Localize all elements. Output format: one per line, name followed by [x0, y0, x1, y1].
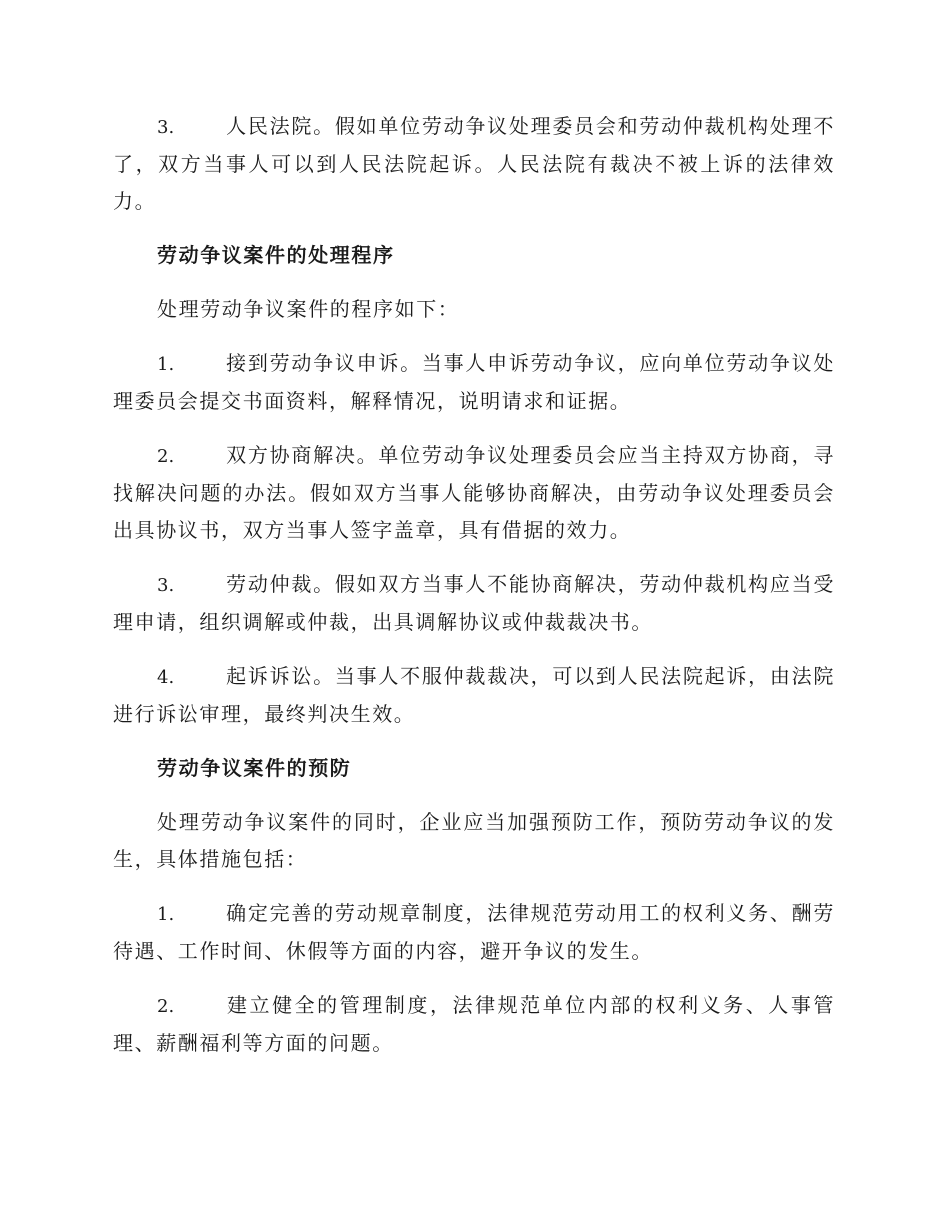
list-number: 3.	[157, 117, 175, 138]
list-text: 建立健全的管理制度，法律规范单位内部的权利义务、人事管理、薪酬福利等方面的问题。	[113, 993, 835, 1055]
list-item	[113, 345, 835, 420]
list-item	[113, 987, 835, 1062]
paragraph: 处理劳动争议案件的同时，企业应当加强预防工作，预防劳动争议的发生，具体措施包括：	[113, 810, 835, 871]
list-number: 2.	[157, 446, 175, 467]
list-item	[113, 437, 835, 549]
list-item	[113, 566, 835, 641]
list-text: 人民法院。假如单位劳动争议处理委员会和劳动仲裁机构处理不了，双方当事人可以到人民法院起诉。人民法院有裁决不被上诉的法律效力。	[113, 114, 835, 213]
list-number: 3.	[157, 575, 175, 596]
paragraph: 处理劳动争议案件的程序如下：	[157, 297, 460, 321]
list-number: 1.	[157, 904, 175, 925]
list-text: 劳动仲裁。假如双方当事人不能协商解决，劳动仲裁机构应当受理申请，组织调解或仲裁，出具调解协议或仲裁裁决书。	[113, 572, 835, 634]
list-number: 4.	[157, 667, 175, 688]
list-text: 起诉诉讼。当事人不服仲裁裁决，可以到人民法院起诉，由法院进行诉讼审理，最终判决生效。	[113, 664, 835, 726]
list-text: 双方协商解决。单位劳动争议处理委员会应当主持双方协商，寻找解决问题的办法。假如双方当事人能够协商解决，由劳动争议处理委员会出具协议书，双方当事人签字盖章，具有借据的效力。	[113, 443, 835, 542]
section-heading: 劳动争议案件的预防	[157, 756, 352, 780]
list-item	[113, 895, 835, 970]
list-number: 1.	[157, 354, 175, 375]
list-text: 接到劳动争议申诉。当事人申诉劳动争议，应向单位劳动争议处理委员会提交书面资料，解释情况，说明请求和证据。	[113, 351, 835, 413]
document-body	[113, 108, 835, 1079]
list-item	[113, 108, 835, 220]
list-text: 确定完善的劳动规章制度，法律规范劳动用工的权利义务、酬劳待遇、工作时间、休假等方面的内容，避开争议的发生。	[113, 901, 835, 963]
list-item	[113, 658, 835, 733]
list-number: 2.	[157, 996, 175, 1017]
section-heading: 劳动争议案件的处理程序	[157, 243, 395, 267]
